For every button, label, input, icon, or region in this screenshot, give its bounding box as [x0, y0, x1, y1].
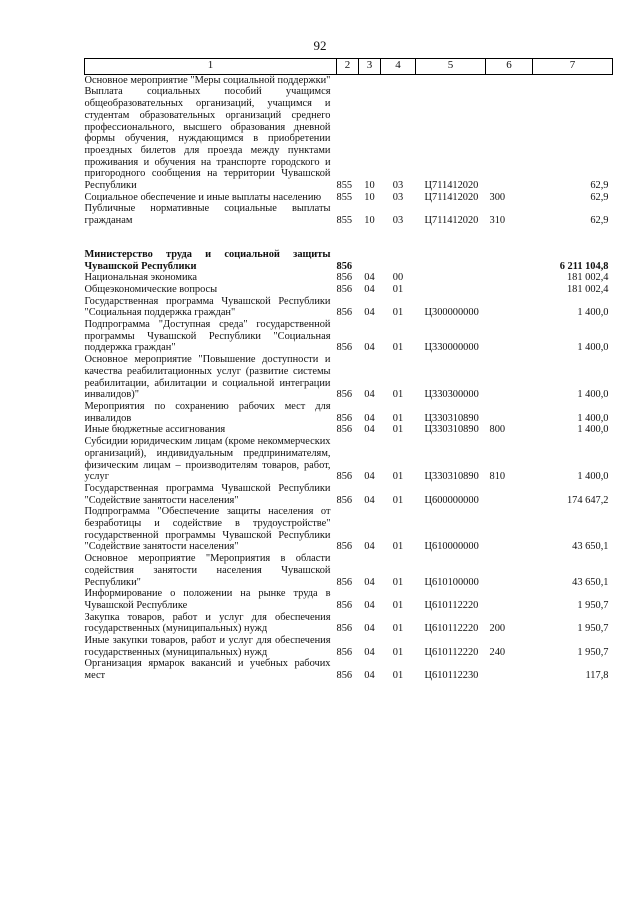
row-expense-type	[486, 553, 533, 588]
row-subsection-code-2: 01	[392, 576, 404, 588]
row-name: Мероприятия по сохранению рабочих мест для инвалидов	[84, 400, 331, 424]
row-subsection-code-2: 03	[392, 215, 404, 227]
row-target-item: Ц330300000	[424, 389, 479, 401]
budget-table	[84, 58, 613, 682]
row-amount: 1 950,7	[577, 646, 609, 658]
column-header: 2	[337, 59, 359, 75]
row-target-item	[416, 284, 486, 296]
table-row	[85, 249, 613, 272]
row-subsection-code: 04	[364, 424, 375, 436]
row-name: Организация ярмарок вакансий и учебных рабочих мест	[84, 658, 331, 682]
row-amount: 1 950,7	[577, 623, 609, 635]
table-body	[85, 74, 613, 682]
row-subsection-code-2	[381, 74, 416, 86]
row-expense-type	[486, 354, 533, 401]
row-target-item: Ц610112220	[424, 599, 479, 611]
row-subsection-code-2: 01	[392, 494, 404, 506]
table-header-row	[85, 59, 613, 75]
row-section-code: 856	[336, 541, 353, 553]
row-section-code: 856	[336, 623, 353, 635]
row-name: Публичные нормативные социальные выплаты гражданам	[84, 203, 331, 227]
row-name: Основное мероприятие "Меры социальной поддержки"	[84, 74, 331, 86]
row-subsection-code-2: 03	[392, 180, 404, 192]
row-subsection-code-2: 00	[392, 272, 404, 284]
spacer-cell	[85, 227, 613, 249]
row-target-item	[416, 272, 486, 284]
row-name: Иные бюджетные ассигнования	[84, 424, 226, 436]
row-amount: 1 400,0	[577, 342, 609, 354]
row-subsection-code: 04	[364, 670, 375, 682]
row-target-item: Ц330310890	[424, 424, 479, 436]
row-expense-type	[486, 401, 533, 424]
row-subsection-code-2: 01	[392, 599, 404, 611]
row-subsection-code: 04	[364, 541, 375, 553]
row-section-code: 855	[336, 180, 353, 192]
row-amount: 1 400,0	[577, 412, 609, 424]
row-subsection-code-2: 01	[392, 424, 404, 436]
row-subsection-code-2: 01	[392, 307, 404, 319]
table-row	[85, 635, 613, 658]
row-subsection-code	[359, 74, 381, 86]
row-subsection-code: 04	[364, 599, 375, 611]
row-name: Подпрограмма "Доступная среда" государственной программы Чувашской Республики "Социальная поддержка граждан"	[84, 319, 331, 354]
row-target-item: Ц711412020	[424, 191, 479, 203]
row-target-item: Ц610000000	[424, 541, 479, 553]
row-expense-type: 810	[489, 471, 506, 483]
row-subsection-code-2: 03	[392, 191, 404, 203]
row-section-code: 856	[336, 576, 353, 588]
row-expense-type	[486, 658, 533, 681]
row-section-code: 856	[336, 670, 353, 682]
row-name: Национальная экономика	[84, 272, 198, 284]
row-subsection-code: 04	[364, 471, 375, 483]
row-section-code	[337, 74, 359, 86]
row-name: Подпрограмма "Обеспечение защиты населения от безработицы и содействие в трудоустройстве" государственной программы Чувашской Республики "Содействие занятости населения"	[84, 506, 331, 553]
row-target-item	[416, 249, 486, 272]
row-expense-type	[486, 588, 533, 611]
row-section-code: 856	[336, 272, 353, 284]
row-expense-type	[486, 483, 533, 506]
row-subsection-code: 04	[364, 576, 375, 588]
row-amount: 1 400,0	[577, 389, 609, 401]
row-expense-type: 240	[489, 646, 506, 658]
row-amount: 1 400,0	[577, 424, 609, 436]
row-amount: 62,9	[590, 215, 609, 227]
row-name: Министерство труда и социальной защиты Чувашской Республики	[84, 248, 331, 272]
table-row	[85, 86, 613, 191]
row-expense-type	[486, 319, 533, 354]
row-section-code: 856	[336, 283, 353, 295]
row-name: Выплата социальных пособий учащимся общеобразовательных организаций, учащимся и студентам образовательных организаций среднего профессионального, высшего образования дневной формы обучения, нуждающимся в приобретении проездных билетов для проезда между пунктами проживания и обучения на транспорте городского и пригородного сообщения на территории Чувашской Республики	[84, 86, 331, 192]
row-amount: 43 650,1	[572, 576, 609, 588]
table-row	[85, 401, 613, 424]
column-header: 4	[381, 59, 416, 75]
row-target-item: Ц711412020	[424, 180, 479, 192]
row-subsection-code: 04	[364, 412, 375, 424]
row-subsection-code: 04	[364, 623, 375, 635]
row-amount: 43 650,1	[572, 541, 609, 553]
row-name: Субсидии юридическим лицам (кроме некоммерческих организаций), индивидуальным предпринимателям, физическим лицам – производителям товаров, работ, услуг	[84, 436, 331, 483]
row-subsection-code-2: 01	[392, 412, 404, 424]
row-subsection-code: 10	[364, 215, 375, 227]
row-section-code: 856	[336, 342, 353, 354]
row-name: Государственная программа Чувашской Республики "Социальная поддержка граждан"	[84, 295, 331, 319]
row-subsection-code: 04	[364, 283, 375, 295]
row-expense-type	[486, 506, 533, 553]
row-amount: 117,8	[585, 670, 609, 682]
row-expense-type: 300	[489, 191, 506, 203]
column-header: 3	[359, 59, 381, 75]
row-target-item: Ц610112220	[424, 623, 479, 635]
row-target-item	[416, 74, 486, 86]
row-name: Иные закупки товаров, работ и услуг для обеспечения государственных (муниципальных) нужд	[84, 635, 331, 658]
row-target-item: Ц711412020	[424, 215, 479, 227]
row-amount: 1 400,0	[577, 471, 609, 483]
row-expense-type	[486, 272, 533, 284]
row-expense-type: 310	[489, 215, 506, 227]
row-subsection-code: 04	[364, 272, 375, 284]
row-amount: 181 002,4	[566, 283, 609, 295]
row-name: Основное мероприятие "Мероприятия в области содействия занятости населения Чувашской Республики"	[84, 553, 331, 588]
row-expense-type	[486, 284, 533, 296]
row-expense-type: 800	[489, 424, 506, 436]
table-row	[85, 296, 613, 319]
row-subsection-code: 10	[364, 191, 375, 203]
row-section-code: 856	[336, 646, 353, 658]
row-section-code: 856	[336, 389, 353, 401]
row-target-item: Ц610100000	[424, 576, 479, 588]
row-subsection-code: 04	[364, 307, 375, 319]
row-subsection-code: 04	[364, 389, 375, 401]
row-subsection-code	[359, 249, 381, 272]
table-row	[85, 74, 613, 86]
row-expense-type	[486, 86, 533, 191]
row-amount: 62,9	[590, 191, 609, 203]
row-expense-type	[486, 249, 533, 272]
row-name: Общеэкономические вопросы	[84, 283, 218, 295]
row-subsection-code: 10	[364, 180, 375, 192]
table-row	[85, 284, 613, 296]
row-section-code: 856	[336, 307, 353, 319]
table-row	[85, 272, 613, 284]
row-name: Закупка товаров, работ и услуг для обеспечения государственных (муниципальных) нужд	[84, 611, 331, 635]
row-section-code: 856	[336, 494, 353, 506]
row-name: Информирование о положении на рынке труда в Чувашской Республике	[84, 588, 331, 611]
column-header: 5	[416, 59, 486, 75]
row-target-item: Ц600000000	[424, 494, 479, 506]
row-expense-type	[486, 74, 533, 86]
row-subsection-code-2: 01	[392, 623, 404, 635]
row-target-item: Ц330000000	[424, 342, 479, 354]
table-row	[85, 658, 613, 681]
table-row	[85, 612, 613, 635]
row-target-item: Ц330310890	[424, 471, 479, 483]
row-amount: 62,9	[590, 180, 609, 192]
row-section-code: 855	[336, 215, 353, 227]
row-subsection-code-2: 01	[392, 471, 404, 483]
table-row	[85, 424, 613, 436]
table-row	[85, 588, 613, 611]
row-subsection-code: 04	[364, 646, 375, 658]
row-target-item: Ц610112220	[424, 646, 479, 658]
row-subsection-code-2: 01	[392, 541, 404, 553]
row-target-item: Ц330310890	[424, 412, 479, 424]
row-amount	[533, 74, 613, 86]
row-section-code: 856	[336, 412, 353, 424]
column-header: 7	[533, 59, 613, 75]
row-subsection-code: 04	[364, 342, 375, 354]
table-row	[85, 506, 613, 553]
spacer-row	[85, 227, 613, 249]
row-subsection-code-2: 01	[392, 389, 404, 401]
row-name: Основное мероприятие "Повышение доступности и качества реабилитационных услуг (развитие системы реабилитации, абилитации и социальной интеграции инвалидов)"	[84, 354, 331, 401]
row-name: Государственная программа Чувашской Республики "Содействие занятости населения"	[84, 482, 331, 506]
row-amount: 1 950,7	[577, 599, 609, 611]
row-amount: 181 002,4	[566, 272, 609, 284]
row-expense-type	[486, 296, 533, 319]
row-subsection-code: 04	[364, 494, 375, 506]
column-header: 6	[486, 59, 533, 75]
row-section-code: 856	[336, 424, 353, 436]
column-header: 1	[85, 59, 337, 75]
table-row	[85, 192, 613, 204]
table-row	[85, 319, 613, 354]
row-section-code: 856	[336, 260, 353, 272]
table-row	[85, 203, 613, 226]
row-subsection-code-2: 01	[392, 342, 404, 354]
row-subsection-code-2: 01	[392, 646, 404, 658]
row-section-code: 856	[336, 471, 353, 483]
row-subsection-code-2: 01	[392, 670, 404, 682]
row-amount: 6 211 104,8	[559, 260, 609, 272]
row-expense-type: 200	[489, 623, 506, 635]
row-subsection-code-2: 01	[392, 283, 404, 295]
row-amount: 1 400,0	[577, 307, 609, 319]
table-row	[85, 436, 613, 483]
row-subsection-code-2	[381, 249, 416, 272]
row-target-item: Ц610112230	[424, 670, 479, 682]
table-row	[85, 354, 613, 401]
row-target-item: Ц300000000	[424, 307, 479, 319]
page-number: 92	[313, 38, 327, 53]
row-section-code: 856	[336, 599, 353, 611]
table-row	[85, 483, 613, 506]
row-amount: 174 647,2	[566, 494, 609, 506]
row-section-code: 855	[336, 191, 353, 203]
table-row	[85, 553, 613, 588]
row-name: Социальное обеспечение и иные выплаты населению	[84, 191, 322, 203]
